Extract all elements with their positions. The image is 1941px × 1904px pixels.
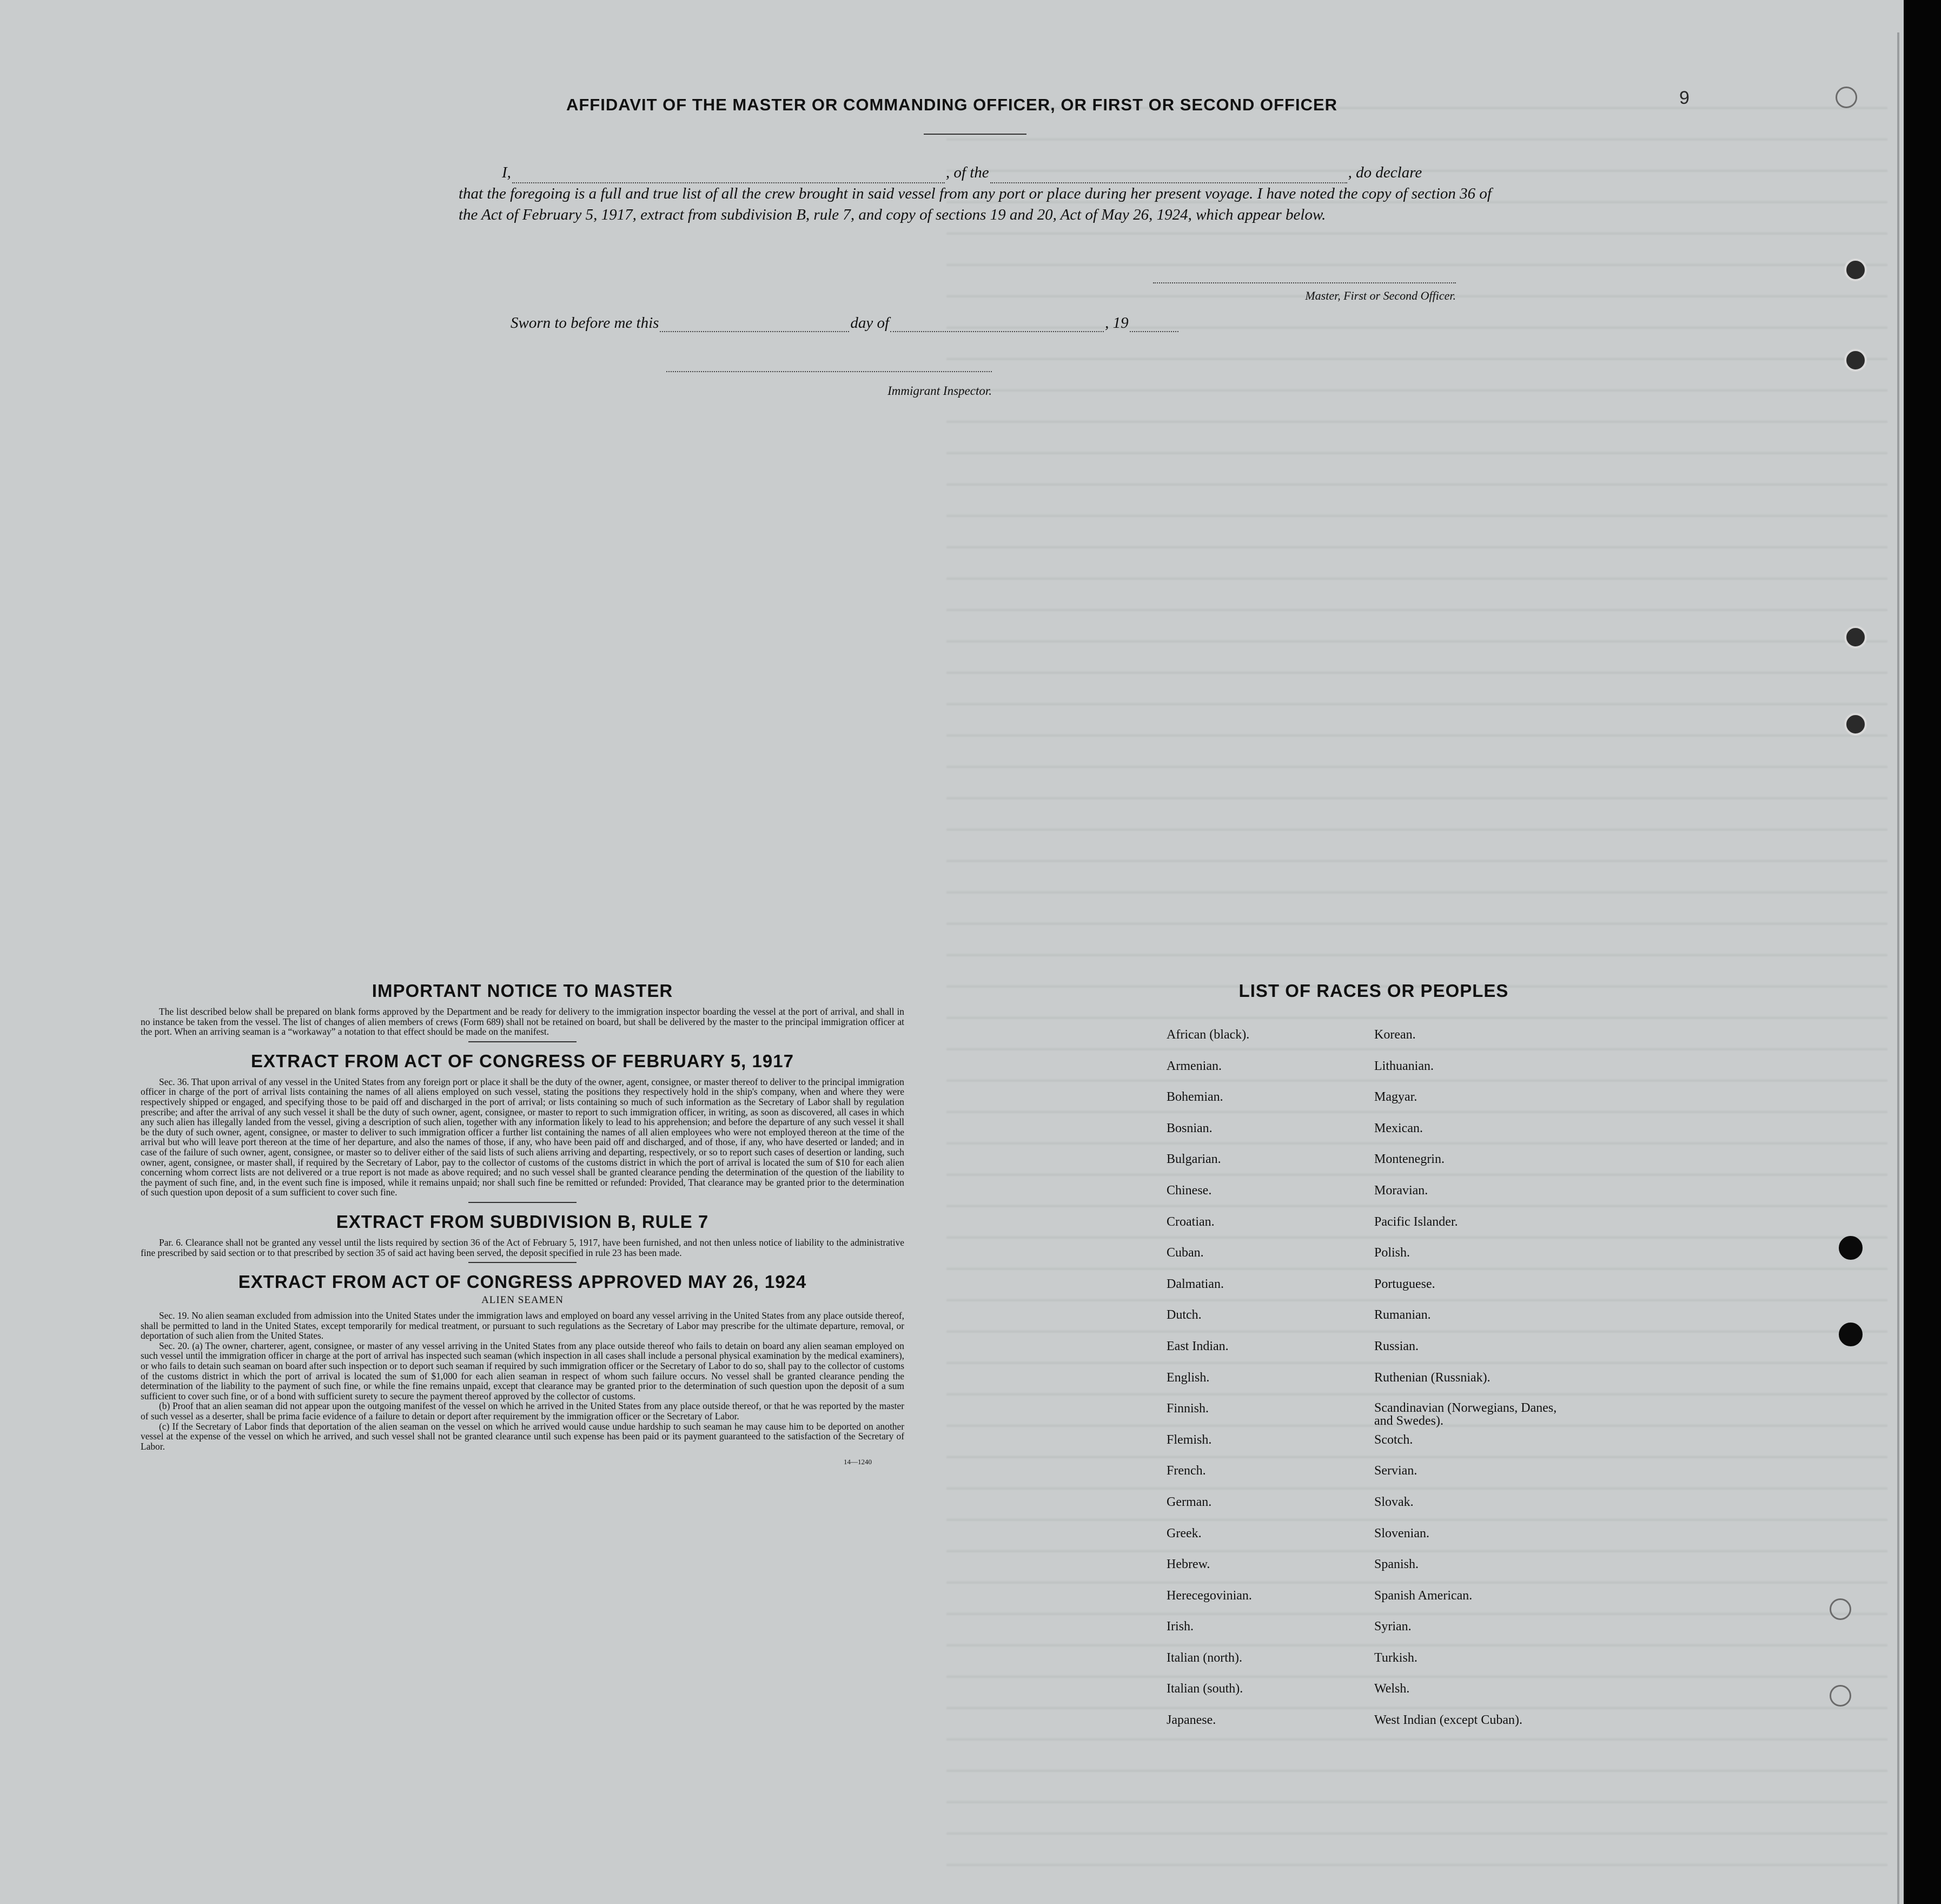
inspector-label: Immigrant Inspector. xyxy=(887,384,992,398)
declaration-text: that the foregoing is a full and true list of all the crew brought in said vessel from any port or place during her present voyage. I have noted the copy of section 36 of the Act of February 5, 1917, extract from subdivision B, rule 7, and copy of sections 19 and 20, Act of May 26, 1924, which appear below. xyxy=(459,185,1492,223)
race-item: Herecegovinian. xyxy=(1167,1588,1252,1603)
sheet-edge xyxy=(1897,32,1899,1904)
year-prefix: , 19 xyxy=(1105,314,1129,332)
race-item: Hebrew. xyxy=(1167,1557,1210,1572)
sworn-year-field xyxy=(1130,331,1178,332)
race-item: Cuban. xyxy=(1167,1246,1204,1260)
race-item: African (black). xyxy=(1167,1028,1250,1042)
inspector-signature-line xyxy=(666,371,992,372)
race-item: Montenegrin. xyxy=(1374,1152,1445,1167)
race-item: Flemish. xyxy=(1167,1432,1212,1447)
race-item: French. xyxy=(1167,1464,1206,1478)
punch-hole-icon xyxy=(1844,259,1867,281)
race-item: Spanish American. xyxy=(1374,1588,1473,1603)
race-item: English. xyxy=(1167,1370,1210,1385)
punch-hole-icon xyxy=(1844,713,1867,736)
race-item: Bulgarian. xyxy=(1167,1152,1221,1167)
race-item: Greek. xyxy=(1167,1526,1202,1541)
race-item: Dutch. xyxy=(1167,1308,1202,1323)
affidavit-title: AFFIDAVIT OF THE MASTER OR COMMANDING OFFICER, OR FIRST OR SECOND OFFICER xyxy=(566,95,1338,114)
sworn-day-field xyxy=(660,331,849,332)
race-item: Magyar. xyxy=(1374,1090,1417,1105)
race-item: Syrian. xyxy=(1374,1619,1412,1634)
race-item: Rumanian. xyxy=(1374,1308,1431,1323)
punch-hole-icon xyxy=(1844,349,1867,372)
race-item: Japanese. xyxy=(1167,1713,1216,1728)
race-item: Spanish. xyxy=(1374,1557,1419,1572)
race-item: Italian (north). xyxy=(1167,1650,1242,1665)
race-item: Irish. xyxy=(1167,1619,1194,1634)
master-signature xyxy=(1153,282,1456,303)
i-label: I, xyxy=(502,164,511,181)
race-item: Slovenian. xyxy=(1374,1526,1429,1541)
extract-rule7-text: Par. 6. Clearance shall not be granted any vessel until the lists required by section 36 of the Act of February 5, 1917, have been furnished, and not then unless notice of liability to the administrative fine prescribed by said section or to that prescribed by section 35 of said act having been served, the deposit specified in rule 23 has been made. xyxy=(141,1237,904,1258)
race-item: Russian. xyxy=(1374,1339,1419,1353)
section-rule xyxy=(468,1041,577,1042)
race-item: Mexican. xyxy=(1374,1121,1423,1135)
section-rule xyxy=(468,1262,577,1263)
race-item: East Indian. xyxy=(1167,1339,1229,1353)
race-item: Moravian. xyxy=(1374,1183,1428,1198)
do-declare-label: , do declare xyxy=(1348,164,1422,181)
race-item: Servian. xyxy=(1374,1464,1417,1478)
of-the-label: , of the xyxy=(945,164,989,181)
race-item: Bohemian. xyxy=(1167,1090,1223,1105)
sec20a-text: Sec. 20. (a) The owner, charterer, agent, consignee, or master of any vessel arriving in the United States from any place outside thereof who fails to detain on board any alien seaman employed on such vessel until the immigration officer in charge at the port of arrival has inspected such seaman (which inspection in all cases shall include a personal physical examination by the medical examiners), or who fails to detain such seaman on board after such inspection or to deport such seaman if required by such immigration officer or the Secretary of Labor to do so, shall pay to the collector of customs of the customs district in which the port of arrival is located the sum of $1,000 for each alien seaman in respect of whom such failure occurs. No vessel shall be granted clearance pending the determination of the liability to the payment of such fine, or while the fine remains unpaid, except that clearance may be granted prior to the determination of such question upon the deposit of a sum sufficient to cover such fine, or of a bond with sufficient surety to secure the payment thereof approved by the collector of customs. xyxy=(141,1340,904,1401)
extract-1917-text: Sec. 36. That upon arrival of any vessel in the United States from any foreign port or place it shall be the duty of the owner, agent, consignee, or master thereof to deliver to the principal immigration officer in charge of the port of arrival lists containing the names of all aliens employed on such vessel, stating the positions they respectively hold in the ship's company, when and where they were respectively shipped or engaged, and specifying those to be paid off and discharged in the port of arrival; or lists containing so much of such information as the Secretary of Labor shall by regulation prescribe; and after the arrival of any such vessel it shall be the duty of such owner, agent, consignee, or master to report to such immigration officer, in writing, as soon as discovered, all cases in which any such alien has illegally landed from the vessel, giving a description of such alien, together with any information likely to lead to his apprehension; and before the departure of any such vessel it shall be the duty of such owner, agent, consignee, or master to deliver to such immigration officer a further list containing the names of all alien employees who were not employed thereon at the time of the arrival but who will leave port thereon at the time of her departure, and also the names of those, if any, who have been paid off and discharged, and of those, if any, who have deserted or landed; and in case of the failure of such owner, agent, consignee, or master so to deliver either of the said lists of such aliens arriving and departing, respectively, or so to report such cases of desertion or landing, such owner, agent, consignee, or master shall, if required by the Secretary of Labor, pay to the collector of customs of the customs district in which the port of arrival is located the sum of $10 for each alien concerning whom correct lists are not delivered or a true report is not made as above required; and no such vessel shall be granted clearance pending the determination of the question of the liability to the payment of such fine, and, in the event such fine is imposed, while it remains unpaid; nor shall such fine be remitted or refunded: Provided, That clearance may be granted prior to the determination of such question upon deposit of a sum sufficient to cover such fine. xyxy=(141,1076,904,1198)
notice-title: IMPORTANT NOTICE TO MASTER xyxy=(372,981,673,1001)
race-item: Italian (south). xyxy=(1167,1682,1243,1696)
race-item: Armenian. xyxy=(1167,1059,1222,1073)
page-number: 9 xyxy=(1679,88,1690,108)
punch-hole-icon xyxy=(1839,1323,1863,1346)
sworn-line xyxy=(511,314,1180,332)
alien-seamen-subtitle: ALIEN SEAMEN xyxy=(481,1294,564,1306)
race-item: Portuguese. xyxy=(1374,1277,1435,1291)
affidavit-declaration xyxy=(459,162,1492,226)
races-title: LIST OF RACES OR PEOPLES xyxy=(1238,981,1509,1001)
race-item: Polish. xyxy=(1374,1246,1410,1260)
race-item: Dalmatian. xyxy=(1167,1277,1224,1291)
race-item: Lithuanian. xyxy=(1374,1059,1434,1073)
extract-1924-title: EXTRACT FROM ACT OF CONGRESS APPROVED MAY 26, 1924 xyxy=(238,1272,807,1292)
race-item: Scotch. xyxy=(1374,1432,1413,1447)
legal-notices-column xyxy=(141,981,904,1466)
race-item: Korean. xyxy=(1374,1028,1416,1042)
race-item: Turkish. xyxy=(1374,1650,1417,1665)
punch-hole-icon xyxy=(1830,1598,1851,1620)
sworn-month-field xyxy=(890,331,1104,332)
inspector-signature xyxy=(662,371,992,398)
day-of-label: day of xyxy=(850,314,890,332)
races-column-2 xyxy=(1374,1028,1558,1744)
race-item: Bosnian. xyxy=(1167,1121,1213,1135)
race-item: Pacific Islander. xyxy=(1374,1214,1458,1229)
sec20b-text: (b) Proof that an alien seaman did not appear upon the outgoing manifest of the vessel on which he arrived in the United States from any place outside thereof, or that he was reported by the master of such vessel as a deserter, shall be prima facie evidence of a failure to detain or deport after requirement by the immigration officer or the Secretary of Labor. xyxy=(141,1400,904,1422)
form-number: 14—1240 xyxy=(844,1458,872,1466)
master-signature-label: Master, First or Second Officer. xyxy=(1305,289,1456,302)
extract-1917-title: EXTRACT FROM ACT OF CONGRESS OF FEBRUARY 5, 1917 xyxy=(251,1050,794,1071)
race-item: Scandinavian (Norwegians, Danes, and Swedes). xyxy=(1374,1401,1557,1429)
sec20c-text: (c) If the Secretary of Labor finds that deportation of the alien seaman on the vessel on which he arrived would cause undue hardship to such seaman he may cause him to be deported on another vessel at the expense of the vessel on which he arrived, and such vessel shall not be granted clearance until such expense has been paid or its payment guaranteed to the satisfaction of the Secretary of Labor. xyxy=(141,1420,904,1452)
title-rule xyxy=(924,134,1026,135)
extract-rule7-title: EXTRACT FROM SUBDIVISION B, RULE 7 xyxy=(336,1211,709,1232)
master-signature-line xyxy=(1153,282,1456,283)
race-item: German. xyxy=(1167,1495,1212,1509)
race-item: Ruthenian (Russniak). xyxy=(1374,1370,1490,1385)
race-item: Chinese. xyxy=(1167,1183,1212,1198)
section-rule xyxy=(468,1202,577,1203)
races-column-1 xyxy=(1167,1028,1252,1744)
race-item: Finnish. xyxy=(1167,1401,1209,1416)
punch-hole-icon xyxy=(1844,626,1867,649)
race-item: Slovak. xyxy=(1374,1495,1414,1509)
race-item: West Indian (except Cuban). xyxy=(1374,1713,1522,1728)
sec19-text: Sec. 19. No alien seaman excluded from admission into the United States under the immigration laws and employed on board any vessel arriving in the United States from any place outside thereof, shall be permitted to land in the United States, except temporarily for medical treatment, or pursuant to such regulations as the Secretary of Labor may prescribe for the ultimate departure, removal, or deportation of such alien from the United States. xyxy=(141,1310,904,1341)
race-item: Croatian. xyxy=(1167,1214,1215,1229)
notice-text: The list described below shall be prepared on blank forms approved by the Department and be ready for delivery to the immigration inspector boarding the vessel at the port of arrival, and shall in no instance be taken from the vessel. The list of changes of alien members of crews (Form 689) shall not be retained on board, but shall be delivered by the master to the principal immigration officer at the port. When an arriving seaman is a “workaway” a notation to that effect should be made on the manifest. xyxy=(141,1006,904,1037)
sworn-prefix: Sworn to before me this xyxy=(511,314,659,332)
scan-border xyxy=(1904,0,1941,1904)
race-item: Welsh. xyxy=(1374,1682,1410,1696)
punch-hole-icon xyxy=(1839,1236,1863,1260)
punch-hole-icon xyxy=(1830,1685,1851,1707)
